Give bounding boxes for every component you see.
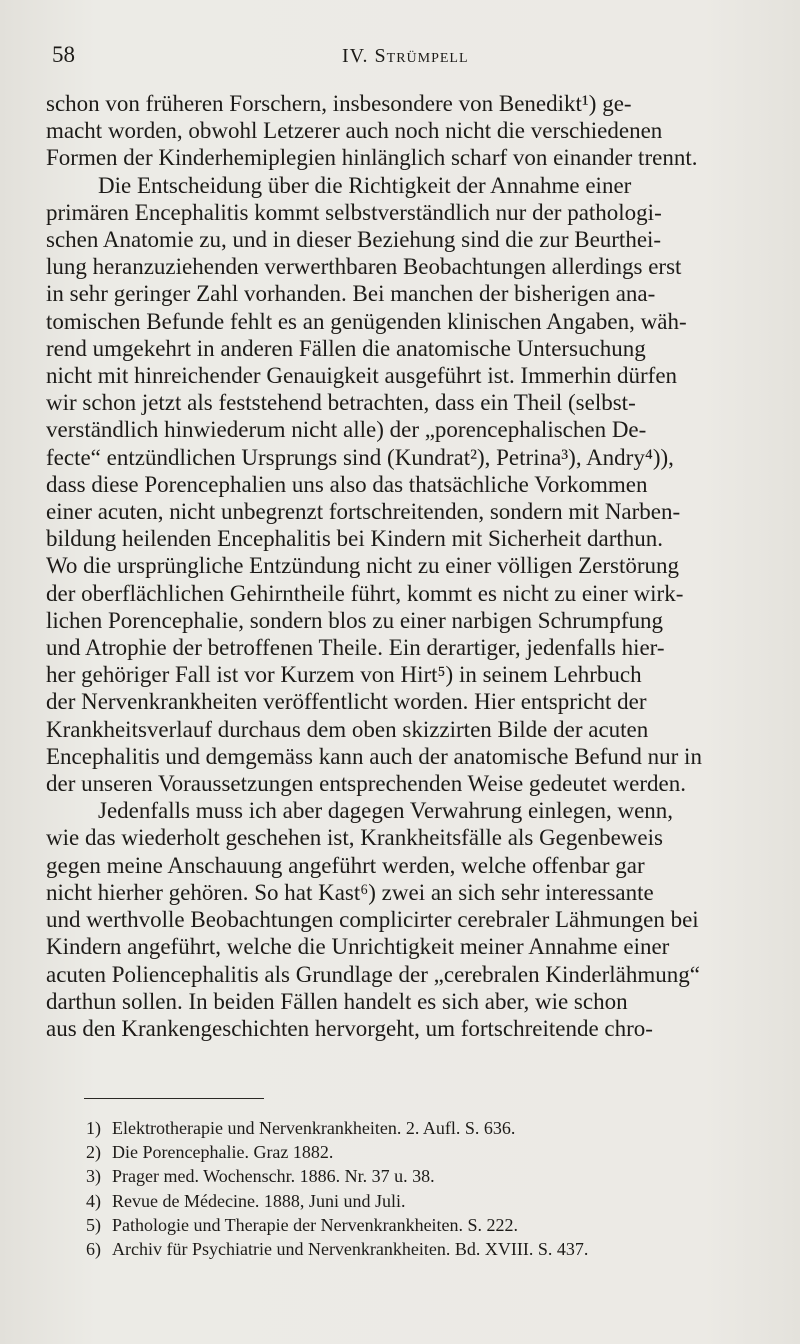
- text-line: fecte“ entzündlichen Ursprungs sind (Kundrat²), Petrina³), Andry⁴)),: [46, 444, 674, 470]
- text-line: lichen Porencephalie, sondern blos zu einer narbigen Schrumpfung: [46, 607, 663, 633]
- running-title: IV. Strümpell: [342, 45, 469, 67]
- text-line: acuten Poliencephalitis als Grundlage der „cerebralen Kinderlähmung“: [46, 961, 700, 987]
- running-head: [52, 42, 760, 72]
- footnote-number: 6): [86, 1239, 101, 1260]
- footnote-text: Elektrotherapie und Nervenkrankheiten. 2. Aufl. S. 636.: [112, 1118, 516, 1138]
- footnote-number: 2): [86, 1142, 101, 1163]
- text-line: primären Encephalitis kommt selbstverständlich nur der pathologi-: [46, 199, 662, 225]
- text-line: Jedenfalls muss ich aber dagegen Verwahrung einlegen, wenn,: [98, 798, 674, 824]
- page-number: 58: [52, 42, 75, 67]
- text-line: macht worden, obwohl Letzerer auch noch nicht die verschiedenen: [46, 118, 663, 144]
- text-line: nicht mit hinreichender Genauigkeit ausgeführt ist. Immerhin dürfen: [46, 363, 678, 389]
- text-line: der oberflächlichen Gehirntheile führt, kommt es nicht zu einer wirk-: [46, 580, 684, 606]
- footnote-number: 3): [86, 1166, 101, 1187]
- text-line: her gehöriger Fall ist vor Kurzem von Hirt⁵) in seinem Lehrbuch: [46, 662, 642, 688]
- text-line: und werthvolle Beobachtungen complicirter cerebraler Lähmungen bei: [46, 907, 699, 933]
- footnote: [86, 1189, 726, 1213]
- footnote: [86, 1213, 726, 1237]
- text-line: schen Anatomie zu, und in dieser Beziehung sind die zur Beurthei-: [46, 227, 662, 253]
- body-text: [46, 90, 766, 1042]
- text-line: gegen meine Anschauung angeführt werden, welche offenbar gar: [46, 852, 645, 878]
- text-line: Encephalitis und demgemäss kann auch der anatomische Befund nur in: [46, 743, 702, 769]
- text-line: lung heranzuziehenden verwerthbaren Beobachtungen allerdings erst: [46, 254, 682, 280]
- footnote-text: Archiv für Psychiatrie und Nervenkrankheiten. Bd. XVIII. S. 437.: [112, 1239, 589, 1260]
- text-line: schon von früheren Forschern, insbesondere von Benedikt¹) ge-: [46, 91, 632, 116]
- footnote-text: Die Porencephalie. Graz 1882.: [112, 1142, 334, 1163]
- text-line: der Nervenkrankheiten veröffentlicht worden. Hier entspricht der: [46, 689, 647, 715]
- footnote: [86, 1237, 726, 1261]
- text-line: der unseren Voraussetzungen entsprechenden Weise gedeutet werden.: [46, 771, 687, 797]
- footnote: [86, 1164, 726, 1188]
- text-line: tomischen Befunde fehlt es an genügenden klinischen Angaben, wäh-: [46, 308, 687, 334]
- text-line: in sehr geringer Zahl vorhanden. Bei manchen der bisherigen ana-: [46, 281, 656, 307]
- text-line: rend umgekehrt in anderen Fällen die anatomische Untersuchung: [46, 335, 646, 361]
- footnote-text: Prager med. Wochenschr. 1886. Nr. 37 u. 38.: [112, 1166, 435, 1187]
- text-line: Wo die ursprüngliche Entzündung nicht zu einer völligen Zerstörung: [46, 553, 680, 579]
- text-line: darthun sollen. In beiden Fällen handelt es sich aber, wie schon: [46, 988, 628, 1014]
- footnote-rule: [84, 1098, 264, 1099]
- footnote: [86, 1116, 726, 1140]
- footnotes: [86, 1116, 726, 1261]
- text-line: und Atrophie der betroffenen Theile. Ein derartiger, jedenfalls hier-: [46, 635, 665, 661]
- text-line: einer acuten, nicht unbegrenzt fortschreitenden, sondern mit Narben-: [46, 499, 681, 525]
- text-line: bildung heilenden Encephalitis bei Kindern mit Sicherheit darthun.: [46, 526, 664, 552]
- footnote-text: Revue de Médecine. 1888, Juni und Juli.: [112, 1190, 406, 1211]
- footnote-number: 1): [86, 1118, 101, 1138]
- text-line: dass diese Porencephalien uns also das thatsächliche Vorkommen: [46, 471, 648, 497]
- text-line: verständlich hinwiederum nicht alle) der „porencephalischen De-: [46, 417, 647, 443]
- footnote-number: 5): [86, 1214, 101, 1235]
- footnote-number: 4): [86, 1190, 101, 1211]
- text-line: aus den Krankengeschichten hervorgeht, um fortschreitende chro-: [46, 1015, 653, 1041]
- text-line: nicht hierher gehören. So hat Kast⁶) zwei an sich sehr interessante: [46, 879, 654, 905]
- text-line: wir schon jetzt als feststehend betrachten, dass ein Theil (selbst-: [46, 390, 636, 416]
- text-line: wie das wiederholt geschehen ist, Krankheitsfälle als Gegenbeweis: [46, 825, 663, 851]
- text-line: Die Entscheidung über die Richtigkeit der Annahme einer: [98, 172, 632, 198]
- text-line: Kindern angeführt, welche die Unrichtigkeit meiner Annahme einer: [46, 934, 670, 960]
- footnote-text: Pathologie und Therapie der Nervenkrankheiten. S. 222.: [112, 1214, 519, 1235]
- text-line: Krankheitsverlauf durchaus dem oben skizzirten Bilde der acuten: [46, 716, 649, 742]
- footnote: [86, 1140, 726, 1164]
- text-line: Formen der Kinderhemiplegien hinlänglich scharf von einander trennt.: [46, 145, 698, 171]
